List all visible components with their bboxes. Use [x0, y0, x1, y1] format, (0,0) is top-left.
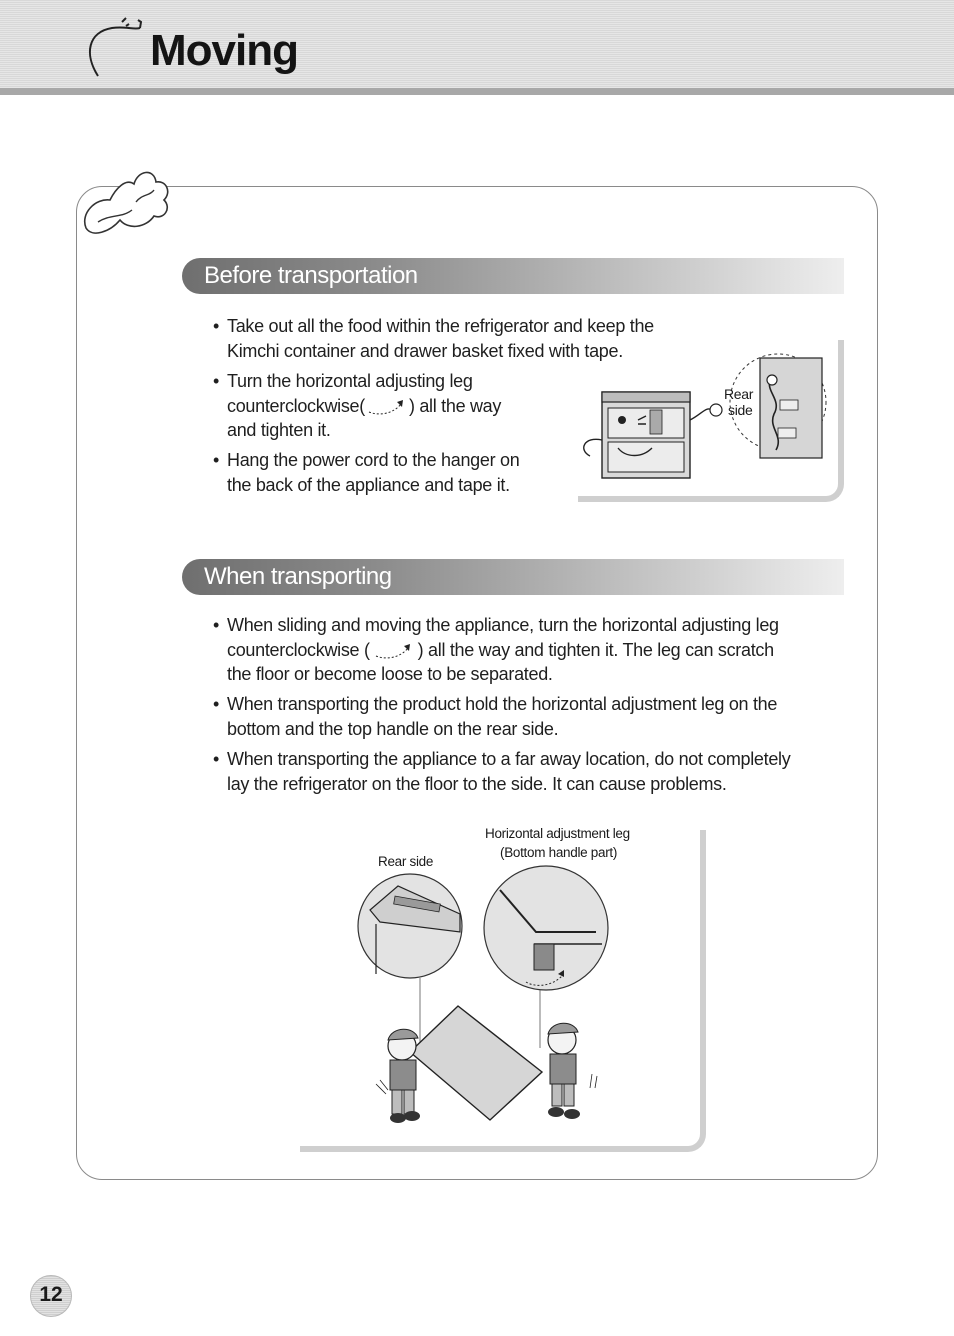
- bullet-text: When sliding and moving the appliance, turn the horizontal adjusting leg: [227, 615, 779, 635]
- leg-label: Horizontal adjustment leg: [485, 826, 630, 841]
- section-header-before-transportation: [182, 258, 844, 294]
- bullet-dot-icon: •: [213, 615, 220, 635]
- rear-side-label: Rear side: [378, 854, 434, 869]
- bullet-text: Turn the horizontal adjusting leg: [227, 371, 473, 391]
- bullet-item: [213, 448, 519, 497]
- bullet-text: and tighten it.: [227, 420, 331, 440]
- bullet-dot-icon: •: [213, 316, 220, 336]
- bullet-dot-icon: •: [213, 371, 220, 391]
- label-line: Rear: [724, 386, 754, 402]
- curl-decoration-icon: [78, 14, 158, 84]
- rear-side-label: [724, 386, 753, 418]
- bullet-text: counterclockwise(: [227, 395, 365, 416]
- section-title: When transporting: [204, 563, 392, 590]
- bullet-text: the floor or become loose to be separated.: [227, 664, 553, 684]
- bullet-dot-icon: •: [213, 450, 220, 470]
- counterclockwise-arrow-icon: [370, 642, 418, 660]
- label-line: side: [728, 402, 753, 418]
- section-title: Before transportation: [204, 262, 418, 289]
- carrying-refrigerator-illustration: [340, 862, 640, 1138]
- bullet-text: lay the refrigerator on the floor to the side. It can cause problems.: [227, 773, 727, 794]
- page-number-badge: [30, 1275, 72, 1317]
- page-number: 12: [39, 1283, 63, 1306]
- bullet-item: [213, 613, 779, 687]
- refrigerator-rear-illustration: [560, 340, 840, 500]
- bullet-dot-icon: •: [213, 749, 220, 769]
- counterclockwise-arrow-icon: [365, 398, 409, 416]
- bullet-text: When transporting the appliance to a far away location, do not completely: [227, 749, 791, 769]
- bullet-dot-icon: •: [213, 694, 220, 714]
- bullet-text: When transporting the product hold the horizontal adjustment leg on the: [227, 694, 778, 714]
- bullet-text: Take out all the food within the refrigerator and keep the: [227, 316, 654, 336]
- page-title: Moving: [150, 26, 298, 75]
- bullet-text: counterclockwise (: [227, 639, 370, 660]
- bullet-item: [213, 369, 501, 443]
- bullet-text: ) all the way and tighten it. The leg can scratch: [417, 639, 774, 660]
- bullet-item: [213, 692, 777, 741]
- header-divider: [0, 88, 954, 95]
- section-header-when-transporting: [182, 559, 844, 595]
- bullet-text: Kimchi container and drawer basket fixed with tape.: [227, 340, 623, 361]
- bullet-text: ) all the way: [408, 395, 502, 416]
- leg-sublabel: (Bottom handle part): [500, 845, 618, 860]
- bullet-item: [213, 747, 790, 796]
- swirl-decoration-icon: [76, 158, 176, 243]
- bullet-text: bottom and the top handle on the rear side.: [227, 718, 559, 739]
- bullet-text: Hang the power cord to the hanger on: [227, 450, 520, 470]
- bullet-text: the back of the appliance and tape it.: [227, 474, 510, 495]
